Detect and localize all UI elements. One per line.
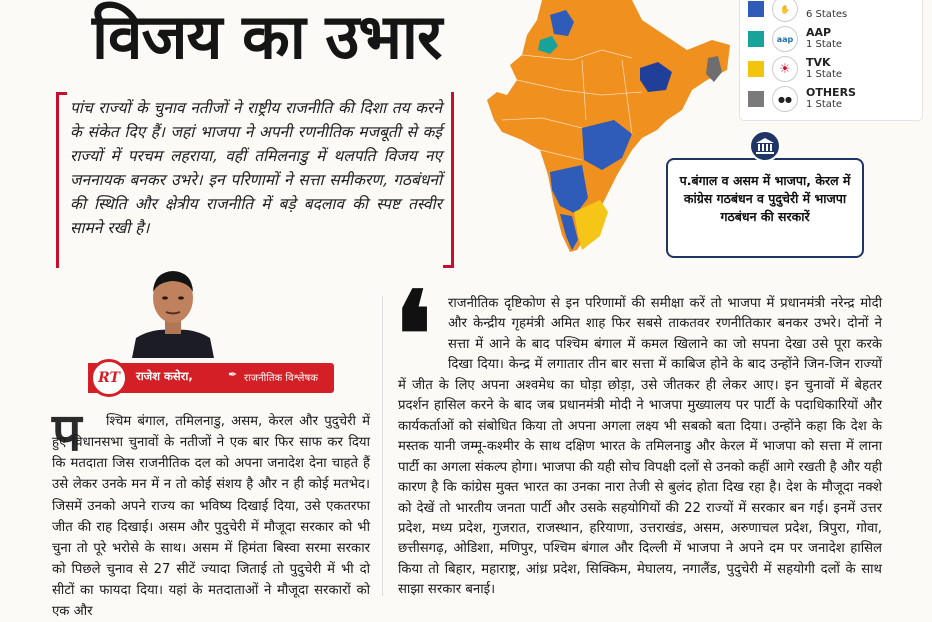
legend-count: 1 State	[806, 99, 843, 110]
legend-count: 1 State	[806, 69, 843, 80]
party-legend	[740, 0, 922, 120]
column-divider	[382, 296, 383, 596]
article-left-text: श्चिम बंगाल, तमिलनाडु, असम, केरल और पुदुचेरी में हुए विधानसभा चुनावों के नतीजों ने एक बार फिर साफ कर दिया कि मतदाता जिस राजनीतिक दल को अपना जनादेश देना चाहते हैं उसे लेकर उनके मन में न तो कोई संशय है और न ही कोई मतभेद। जिसमें उनको अपने राज्य का भविष्य दिखाई दिया, उसे एकतरफा जीत की राह दिखाई। असम और पुदुचेरी में मौजूदा सरकार को भी चुना तो पूरे भरोसे के साथ। असम में हिमंता बिस्वा सरमा सरकार को पिछले चुनाव से 27 सीटें ज्यादा जिताई तो पुदुचेरी में भी दो सीटों का फायदा दिया। यहां के मतदाताओं ने मौजूदा सरकारों को एक और	[52, 414, 370, 620]
hand-icon: ✋	[772, 0, 798, 22]
legend-swatch	[748, 31, 764, 47]
dropcap: प	[52, 403, 82, 463]
author-role: राजनीतिक विश्लेषक	[244, 373, 318, 384]
article-right-column	[398, 294, 882, 601]
legend-swatch	[748, 1, 764, 17]
parliament-icon	[749, 130, 781, 162]
legend-name: OTHERS	[806, 86, 856, 99]
author-photo	[132, 262, 214, 358]
parliament-icon-svg	[756, 138, 774, 154]
legend-item-tvk	[748, 54, 918, 84]
verdict-callout: प.बंगाल व असम में भाजपा, केरल में कांग्रेस गठबंधन व पुदुचेरी में भाजपा गठबंधन की सरकारें	[666, 158, 864, 258]
dropcap-spacer	[52, 411, 106, 424]
author-name: राजेश कसेरा,	[136, 369, 193, 383]
legend-count: 1 State	[806, 39, 843, 50]
article-right-text: राजनीतिक दृष्टिकोण से इन परिणामों की समीक्षा करें तो भाजपा में प्रधानमंत्री नरेन्द्र मोदी और केन्द्रीय गृहमंत्री अमित शाह फिर सबसे ताकतवर रणनीतिकार बनकर उभरे। दोनों ने सत्ता में आने के बाद पश्चिम बंगाल में कमल खिलाने का जो सपना देखा उसे पूरा करके दिखा दिया। केन्द्र में लगातार तीन बार सत्ता में काबिज होने के बाद उन्होंने जिन-जिन राज्यों में जीत के लिए अपना अश्वमेध का घोड़ा छोड़ा, उसे जीतकर ही लेकर आए। इन चुनावों में बेहतर प्रदर्शन हासिल करने के बाद जब प्रधानमंत्री मोदी ने भाजपा मुख्यालय पर पार्टी के पदाधिकारियों और कार्यकर्ताओं को संबोधित किया तो अपना अगला लक्ष्य भी सबको बता दिया। उन्होंने कहा कि देश के मस्तक यानी जम्मू-कश्मीर के साथ दक्षिण भारत के तमिलनाडु और केरल में भाजपा को सत्ता में लाना पार्टी का अगला संकल्प होगा। भाजपा की यही सोच विपक्षी दलों से उनको कहीं आगे रखती है और यही कारण है कि कांग्रेस मुक्त भारत का उनका नारा तेजी से बुलंद होता दिख रहा है। देश के मौजूदा नक्शे को देखें तो भारतीय जनता पार्टी और उसके सहयोगियों की 22 राज्यों में सरकार बन गई। इनमें उत्तर प्रदेश, मध्य प्रदेश, गुजरात, राजस्थान, हरियाणा, उत्तराखंड, असम, अरुणाचल प्रदेश, त्रिपुरा, गोवा, छत्तीसगढ़, ओडिशा, मणिपुर, पश्चिम बंगाल और दिल्ली में भाजपा ने अपने दम पर जनादेश हासिल किया तो बिहार, महाराष्ट्र, आंध्र प्रदेश, सिक्किम, मेघालय, नगालैंड, पुदुचेरी में सहयोगी दलों के साथ साझा सरकार बनाई।	[398, 296, 882, 598]
legend-swatch	[748, 91, 764, 107]
legend-swatch	[748, 61, 764, 77]
article-left-column	[52, 411, 370, 622]
legend-item-aap	[748, 24, 918, 54]
legend-name: TVK	[806, 56, 831, 69]
legend-name: AAP	[806, 26, 832, 39]
quote-mark-icon: ❛	[394, 265, 433, 404]
quote-spacer	[398, 294, 448, 374]
legend-item-others	[748, 84, 918, 114]
rt-logo: RT	[90, 359, 128, 397]
tvk-logo-icon: ☀	[772, 56, 798, 82]
legend-item-congress	[748, 0, 918, 24]
quill-icon: ✒	[228, 368, 238, 381]
summary-text: पांच राज्यों के चुनाव नतीजों ने राष्ट्रीय राजनीति की दिशा तय करने के संकेत दिए हैं। जहां भाजपा ने अपनी रणनीतिक मजबूती से कई राज्यों में परचम लहराया, वहीं तमिलनाडु में थलपति विजय नए जननायक बनकर उभरे। इन परिणामों ने सत्ता समीकरण, गठबंधनों की स्थिति और क्षेत्रीय राजनीति में बड़े बदलाव की स्पष्ट तस्वीर सामने रखी है।	[70, 99, 442, 238]
aap-logo-icon: aap	[772, 26, 798, 52]
headline: विजय का उभार	[92, 0, 442, 73]
legend-count: 6 States	[806, 9, 848, 20]
author-portrait	[132, 262, 214, 358]
people-icon: ●●	[772, 86, 798, 112]
